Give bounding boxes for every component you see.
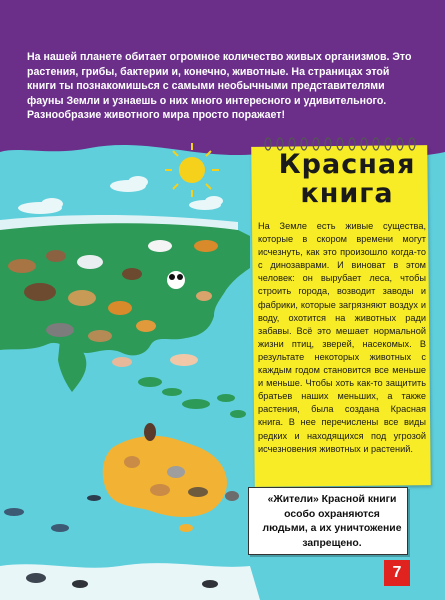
- islands: [138, 377, 246, 418]
- sun-icon: [165, 143, 219, 197]
- australia-land: [103, 436, 227, 517]
- page-number: 7: [384, 560, 410, 586]
- card-title: Красная книга: [278, 149, 416, 209]
- tasmania-land: [179, 524, 193, 532]
- note-text: «Жители» Красной книги особо охраняются людьми, а их уничтожение запрещено.: [262, 494, 402, 549]
- card-text: На Земле есть живые существа, которые в скором времени могут исчезнуть, как это произошло когда-то с динозаврами. И виноват в этом человек: он вырубает леса, чтобы строить города, возводит заводы и фабрики, которые загрязняют воздух и воду, охотится на животных ради забавы. Всё это мешает нормальной жизни птиц, зверей, насекомых. В результате некоторых животных с каждым годом становится все меньше и меньше. Чтобы хоть как-то защитить братьев наших меньших, а также растения, была создана Красная книга. В нее перечислены все виды редких и находящихся под угрозой исчезновения животных и растений.: [258, 221, 426, 454]
- intro-text: На нашей планете обитает огромное количество живых организмов. Это растения, грибы, бактерии и, конечно, животные. На страницах этой книги ты познакомишься с самыми необычными представителями фауны Земли и узнаешь о них много интересного и удивительного. Разнообразие животного мира просто поражает!: [27, 51, 412, 122]
